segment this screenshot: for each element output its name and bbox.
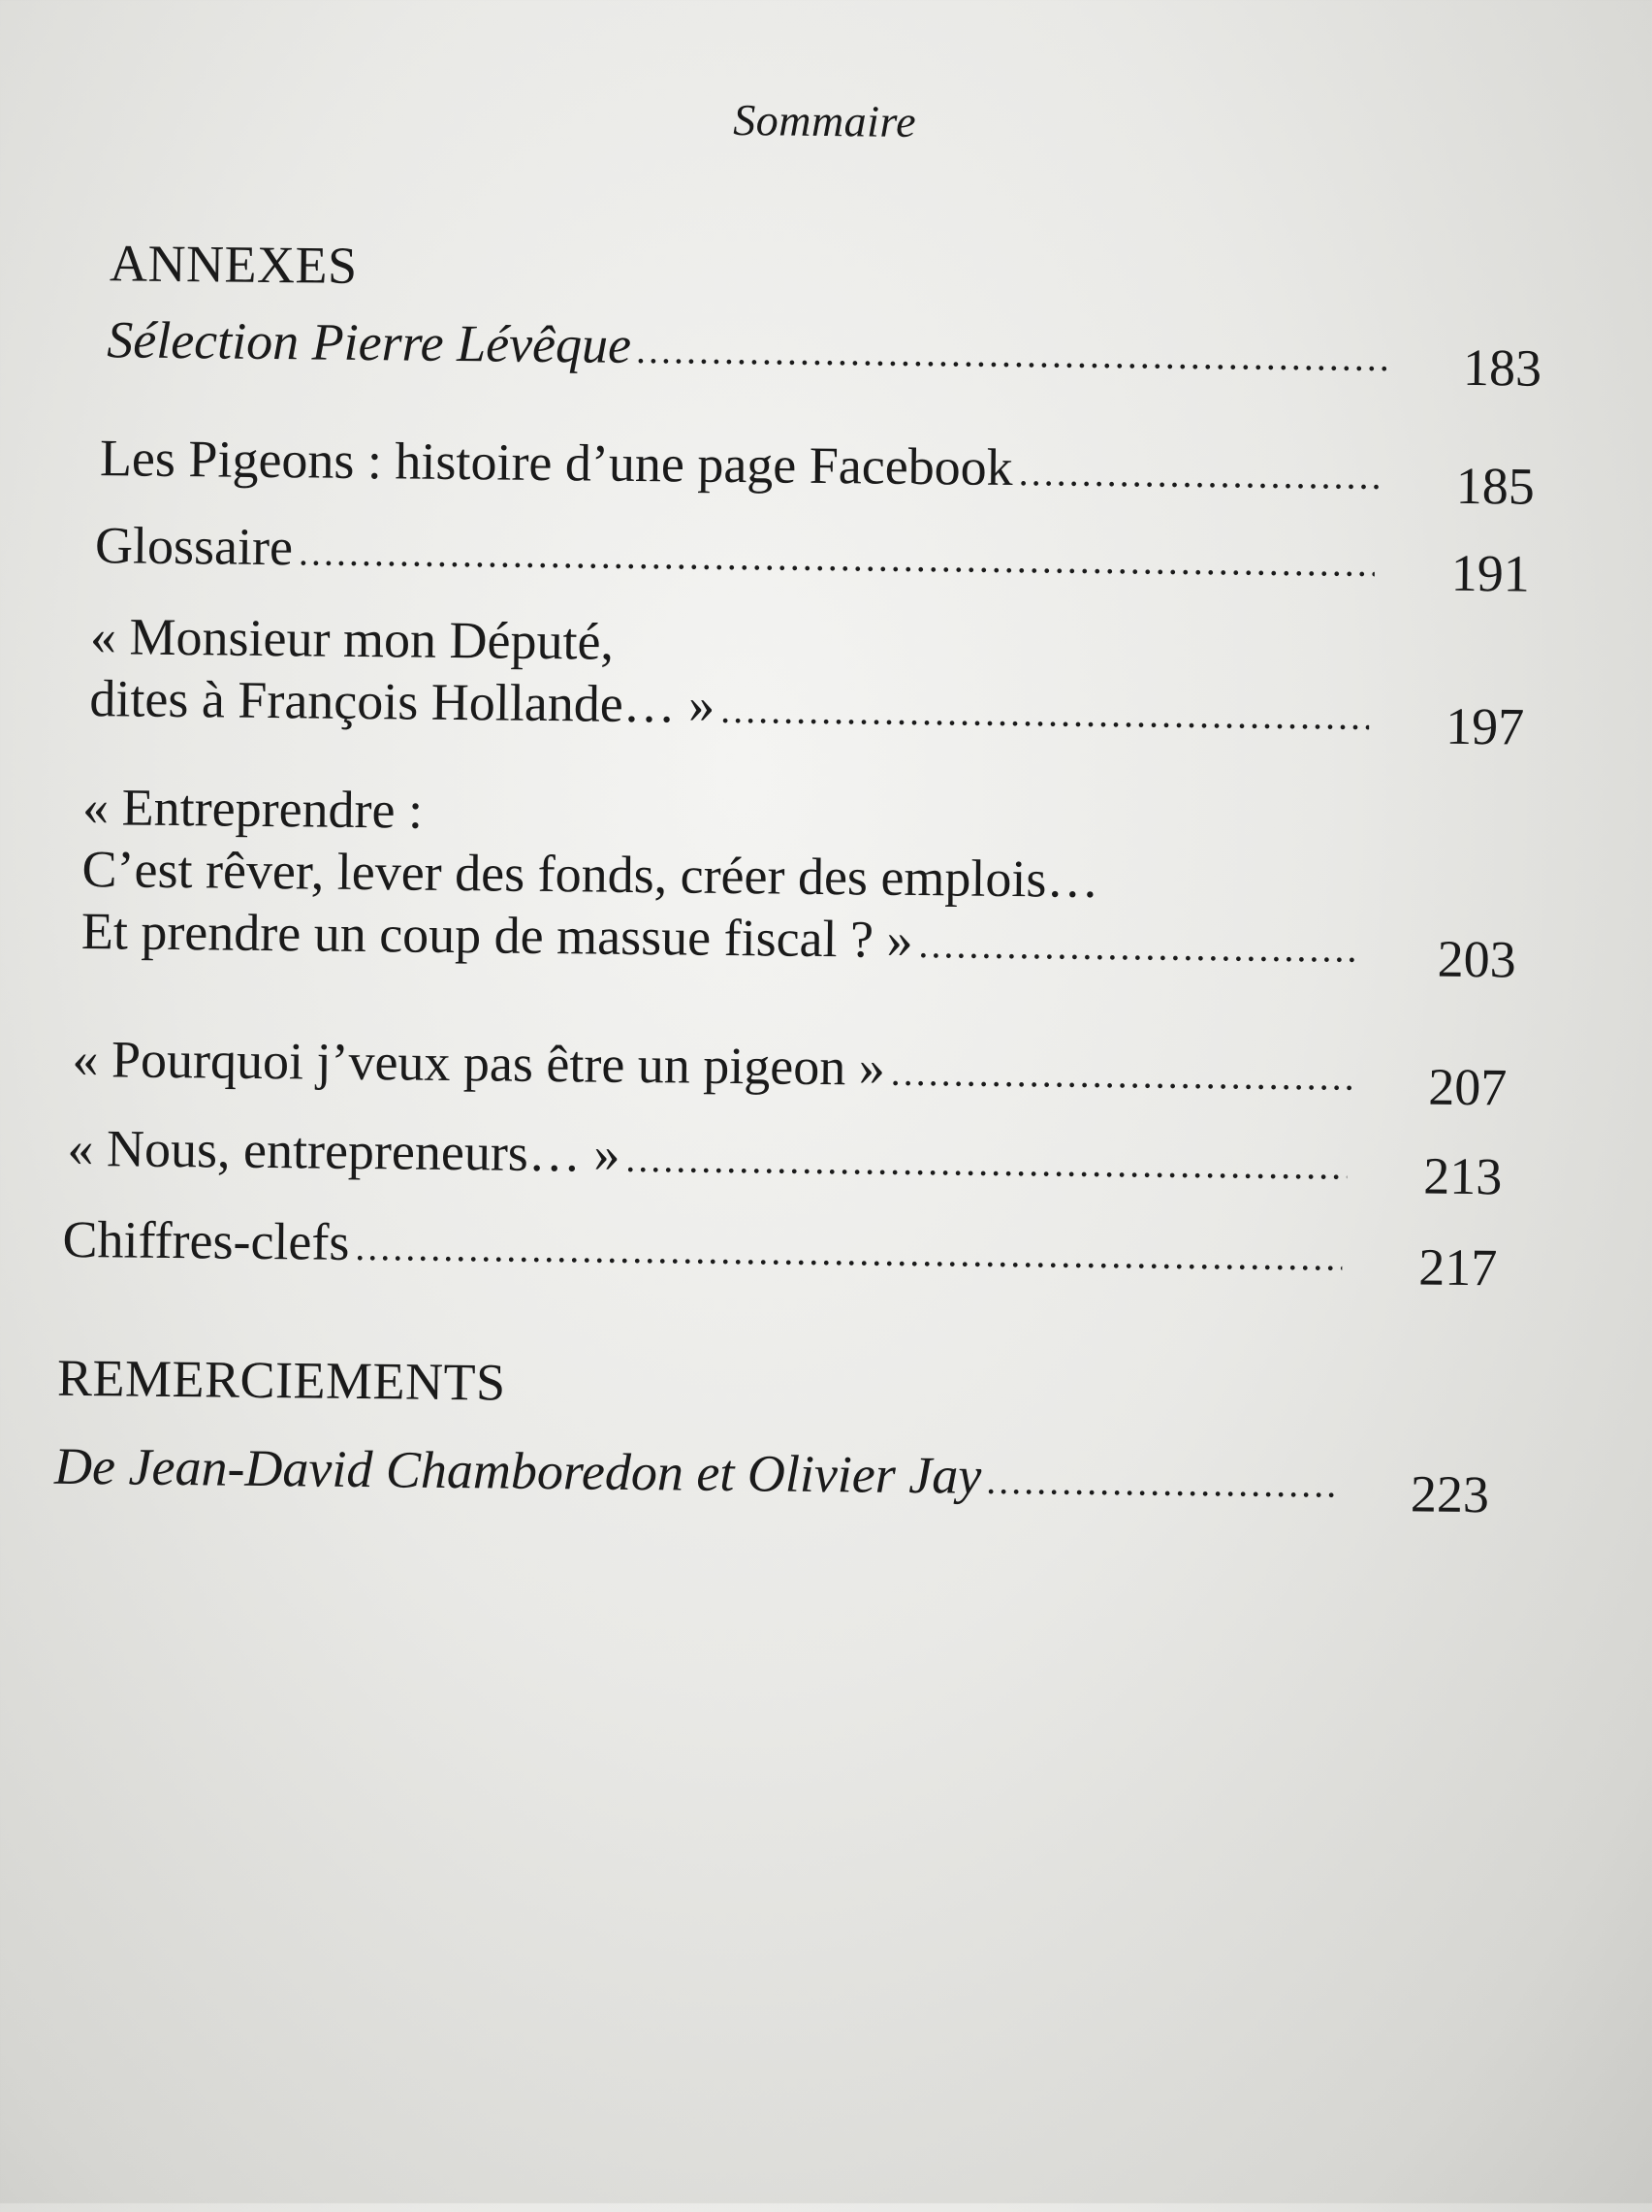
running-head: Sommaire (733, 95, 917, 146)
page-number: 203 (1437, 929, 1516, 989)
entry-title: Glossaire (94, 516, 294, 577)
dot-leader (1018, 441, 1380, 507)
entry-title: De Jean-David Chamboredon et Olivier Jay (53, 1436, 982, 1505)
dot-leader (890, 1042, 1351, 1108)
entry-title-line: « Monsieur mon Député, (89, 607, 615, 671)
toc-entry[interactable] (67, 1117, 1503, 1206)
toc-entry[interactable] (106, 308, 1542, 398)
page-number: 213 (1423, 1146, 1503, 1206)
entry-title: « Pourquoi j’veux pas être un pigeon » (72, 1029, 886, 1097)
toc-entry[interactable] (53, 1435, 1490, 1524)
entry-title-line: « Entreprendre : (81, 778, 424, 840)
page-number: 207 (1427, 1057, 1508, 1117)
toc-entry[interactable] (80, 776, 1518, 989)
dot-leader (637, 319, 1387, 389)
entry-title: « Nous, entrepreneurs… » (67, 1118, 620, 1183)
toc-entry[interactable] (72, 1028, 1508, 1117)
page-number: 185 (1455, 456, 1536, 516)
dot-leader (720, 679, 1370, 748)
dot-leader (625, 1128, 1348, 1198)
page-number: 191 (1450, 543, 1531, 603)
toc-entry[interactable] (99, 427, 1536, 516)
page-number: 183 (1462, 337, 1542, 398)
section-title-remerciements: REMERCIEMENTS (56, 1348, 506, 1412)
section-title-annexes: ANNEXES (109, 234, 358, 295)
page-number: 197 (1445, 696, 1525, 756)
dot-leader (355, 1216, 1343, 1289)
entry-title: Chiffres-clefs (62, 1209, 350, 1271)
entry-title: Les Pigeons : histoire d’une page Facebook (99, 429, 1014, 497)
entry-title: Et prendre un coup de massue fiscal ? » (80, 902, 913, 969)
toc-entry[interactable] (62, 1208, 1498, 1298)
dot-leader (987, 1450, 1334, 1516)
entry-title: Sélection Pierre Lévêque (106, 310, 632, 374)
page-number: 217 (1418, 1237, 1498, 1298)
dot-leader (299, 521, 1376, 594)
toc-entry[interactable] (94, 514, 1531, 603)
dot-leader (918, 914, 1361, 980)
entry-title-line: C’est rêver, lever des fonds, créer des emplois… (81, 840, 1099, 909)
page-number: 223 (1410, 1464, 1490, 1524)
entry-title: dites à François Hollande… » (89, 669, 715, 734)
toc-entry[interactable] (89, 605, 1525, 756)
